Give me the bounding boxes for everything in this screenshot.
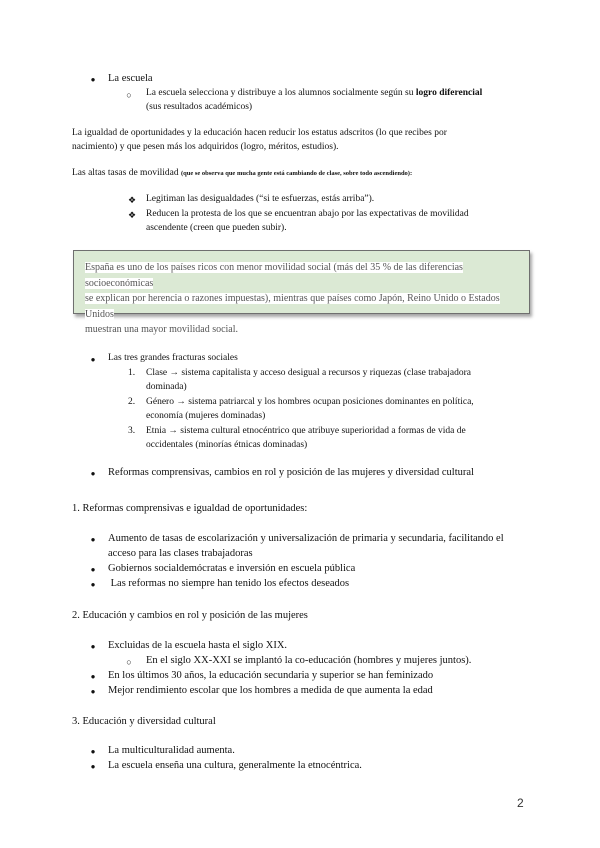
bullet-icon: ● [90, 580, 96, 589]
bullet-icon: ● [90, 762, 96, 771]
callout-line: muestran una mayor movilidad social. [85, 324, 239, 335]
bullet-icon: ● [90, 535, 96, 544]
section1-heading: 1. Reformas comprensivas e igualdad de oportunidades: [72, 503, 308, 514]
fractura-item-etnia [146, 425, 546, 452]
paragraph-line: nacimiento) y que pesen más los adquiridos (logro, méritos, estudios). [72, 141, 339, 152]
bullet-icon: ● [90, 687, 96, 696]
fractura-line: Género → sistema patriarcal y los hombres ocupan posiciones dominantes en política, [146, 397, 474, 407]
diamond-bullet-icon: ❖ [127, 195, 137, 205]
callout-box [73, 250, 530, 335]
fractura-line: dominada) [146, 381, 187, 392]
bullet-icon: ● [90, 355, 96, 364]
callout-line: se explican por herencia o razones impuestas), mientras que países como Japón, Reino Unido o Estados Unidos [85, 293, 500, 320]
section3-heading: 3. Educación y diversidad cultural [72, 716, 216, 727]
bullet-icon: ● [90, 747, 96, 756]
fractura-line: Clase → sistema capitalista y acceso desigual a recursos y riquezas (clase trabajadora [146, 368, 471, 378]
section2-heading: 2. Educación y cambios en rol y posición de las mujeres [72, 610, 308, 621]
page-number: 2 [517, 796, 524, 810]
hollow-bullet-icon: ○ [126, 657, 132, 667]
section1-item: Gobiernos socialdemócratas e inversión en escuela pública [108, 563, 356, 574]
bullet-icon: ● [90, 469, 96, 478]
mobility-item [146, 208, 546, 235]
mobility-item: Legitiman las desigualdades (“si te esfuerzas, estás arriba”). [146, 194, 375, 204]
paragraph-line: La igualdad de oportunidades y la educación hacen reducir los estatus adscritos (lo que recibes por [72, 128, 447, 138]
reformas-bullet: Reformas comprensivas, cambios en rol y posición de las mujeres y diversidad cultural [108, 467, 474, 478]
bullet-icon: ● [90, 75, 96, 84]
diamond-bullet-icon: ❖ [127, 210, 137, 220]
callout-text [85, 260, 517, 338]
intro-sub-text-b: (sus resultados académicos) [146, 101, 253, 112]
section1-item-line: Aumento de tasas de escolarización y universalización de primaria y secundaria, facilitando el [108, 533, 504, 544]
intro-sub-item [146, 87, 546, 114]
hollow-bullet-icon: ○ [126, 90, 132, 100]
paragraph-status [72, 127, 542, 154]
fractura-line: occidentales (minorías étnicas dominadas) [146, 439, 308, 450]
mobility-item-line: Reducen la protesta de los que se encuentran abajo por las expectativas de movilidad [146, 209, 469, 219]
bullet-icon: ● [90, 565, 96, 574]
section2-item: En los últimos 30 años, la educación secundaria y superior se han feminizado [108, 670, 434, 681]
section1-item: Las reformas no siempre han tenido los efectos deseados [108, 578, 350, 589]
fractura-item-genero [146, 396, 546, 423]
fractura-line: Etnia → sistema cultural etnocéntrico que atribuye superioridad a formas de vida de [146, 426, 466, 436]
fractura-number: 3. [128, 426, 136, 436]
mobility-heading-text: Las altas tasas de movilidad [72, 168, 179, 178]
bullet-icon: ● [90, 642, 96, 651]
fracturas-bullet-label: Las tres grandes fracturas sociales [108, 353, 238, 363]
section3-item: La escuela enseña una cultura, generalmente la etnocéntrica. [108, 760, 362, 771]
section1-item [108, 532, 548, 561]
mobility-heading [72, 167, 552, 181]
callout-line: España es uno de los países ricos con menor movilidad social (más del 35 % de las diferencias socioeconómicas [85, 262, 463, 289]
intro-sub-bold: logro diferencial [415, 88, 483, 98]
fractura-number: 1. [128, 368, 136, 378]
fractura-line: economía (mujeres dominadas) [146, 410, 266, 421]
section2-item: Mejor rendimiento escolar que los hombres a medida de que aumenta la edad [108, 685, 433, 696]
bullet-icon: ● [90, 672, 96, 681]
section2-sub-item: En el siglo XX-XXI se implantó la co-educación (hombres y mujeres juntos). [146, 655, 472, 666]
section2-item: Excluidas de la escuela hasta el siglo XIX. [108, 640, 288, 651]
fractura-number: 2. [128, 397, 136, 407]
fractura-item-clase [146, 367, 546, 394]
mobility-item-line: ascendente (creen que pueden subir). [146, 222, 287, 233]
mobility-heading-note: (que se observa que mucha gente está cambiando de clase, sobre todo ascendiendo): [180, 170, 413, 177]
section1-item-line: acceso para las clases trabajadoras [108, 547, 253, 559]
section3-item: La multiculturalidad aumenta. [108, 745, 235, 756]
intro-bullet-label: La escuela [108, 73, 153, 84]
intro-sub-text-a: La escuela selecciona y distribuye a los alumnos socialmente según su [146, 88, 416, 98]
